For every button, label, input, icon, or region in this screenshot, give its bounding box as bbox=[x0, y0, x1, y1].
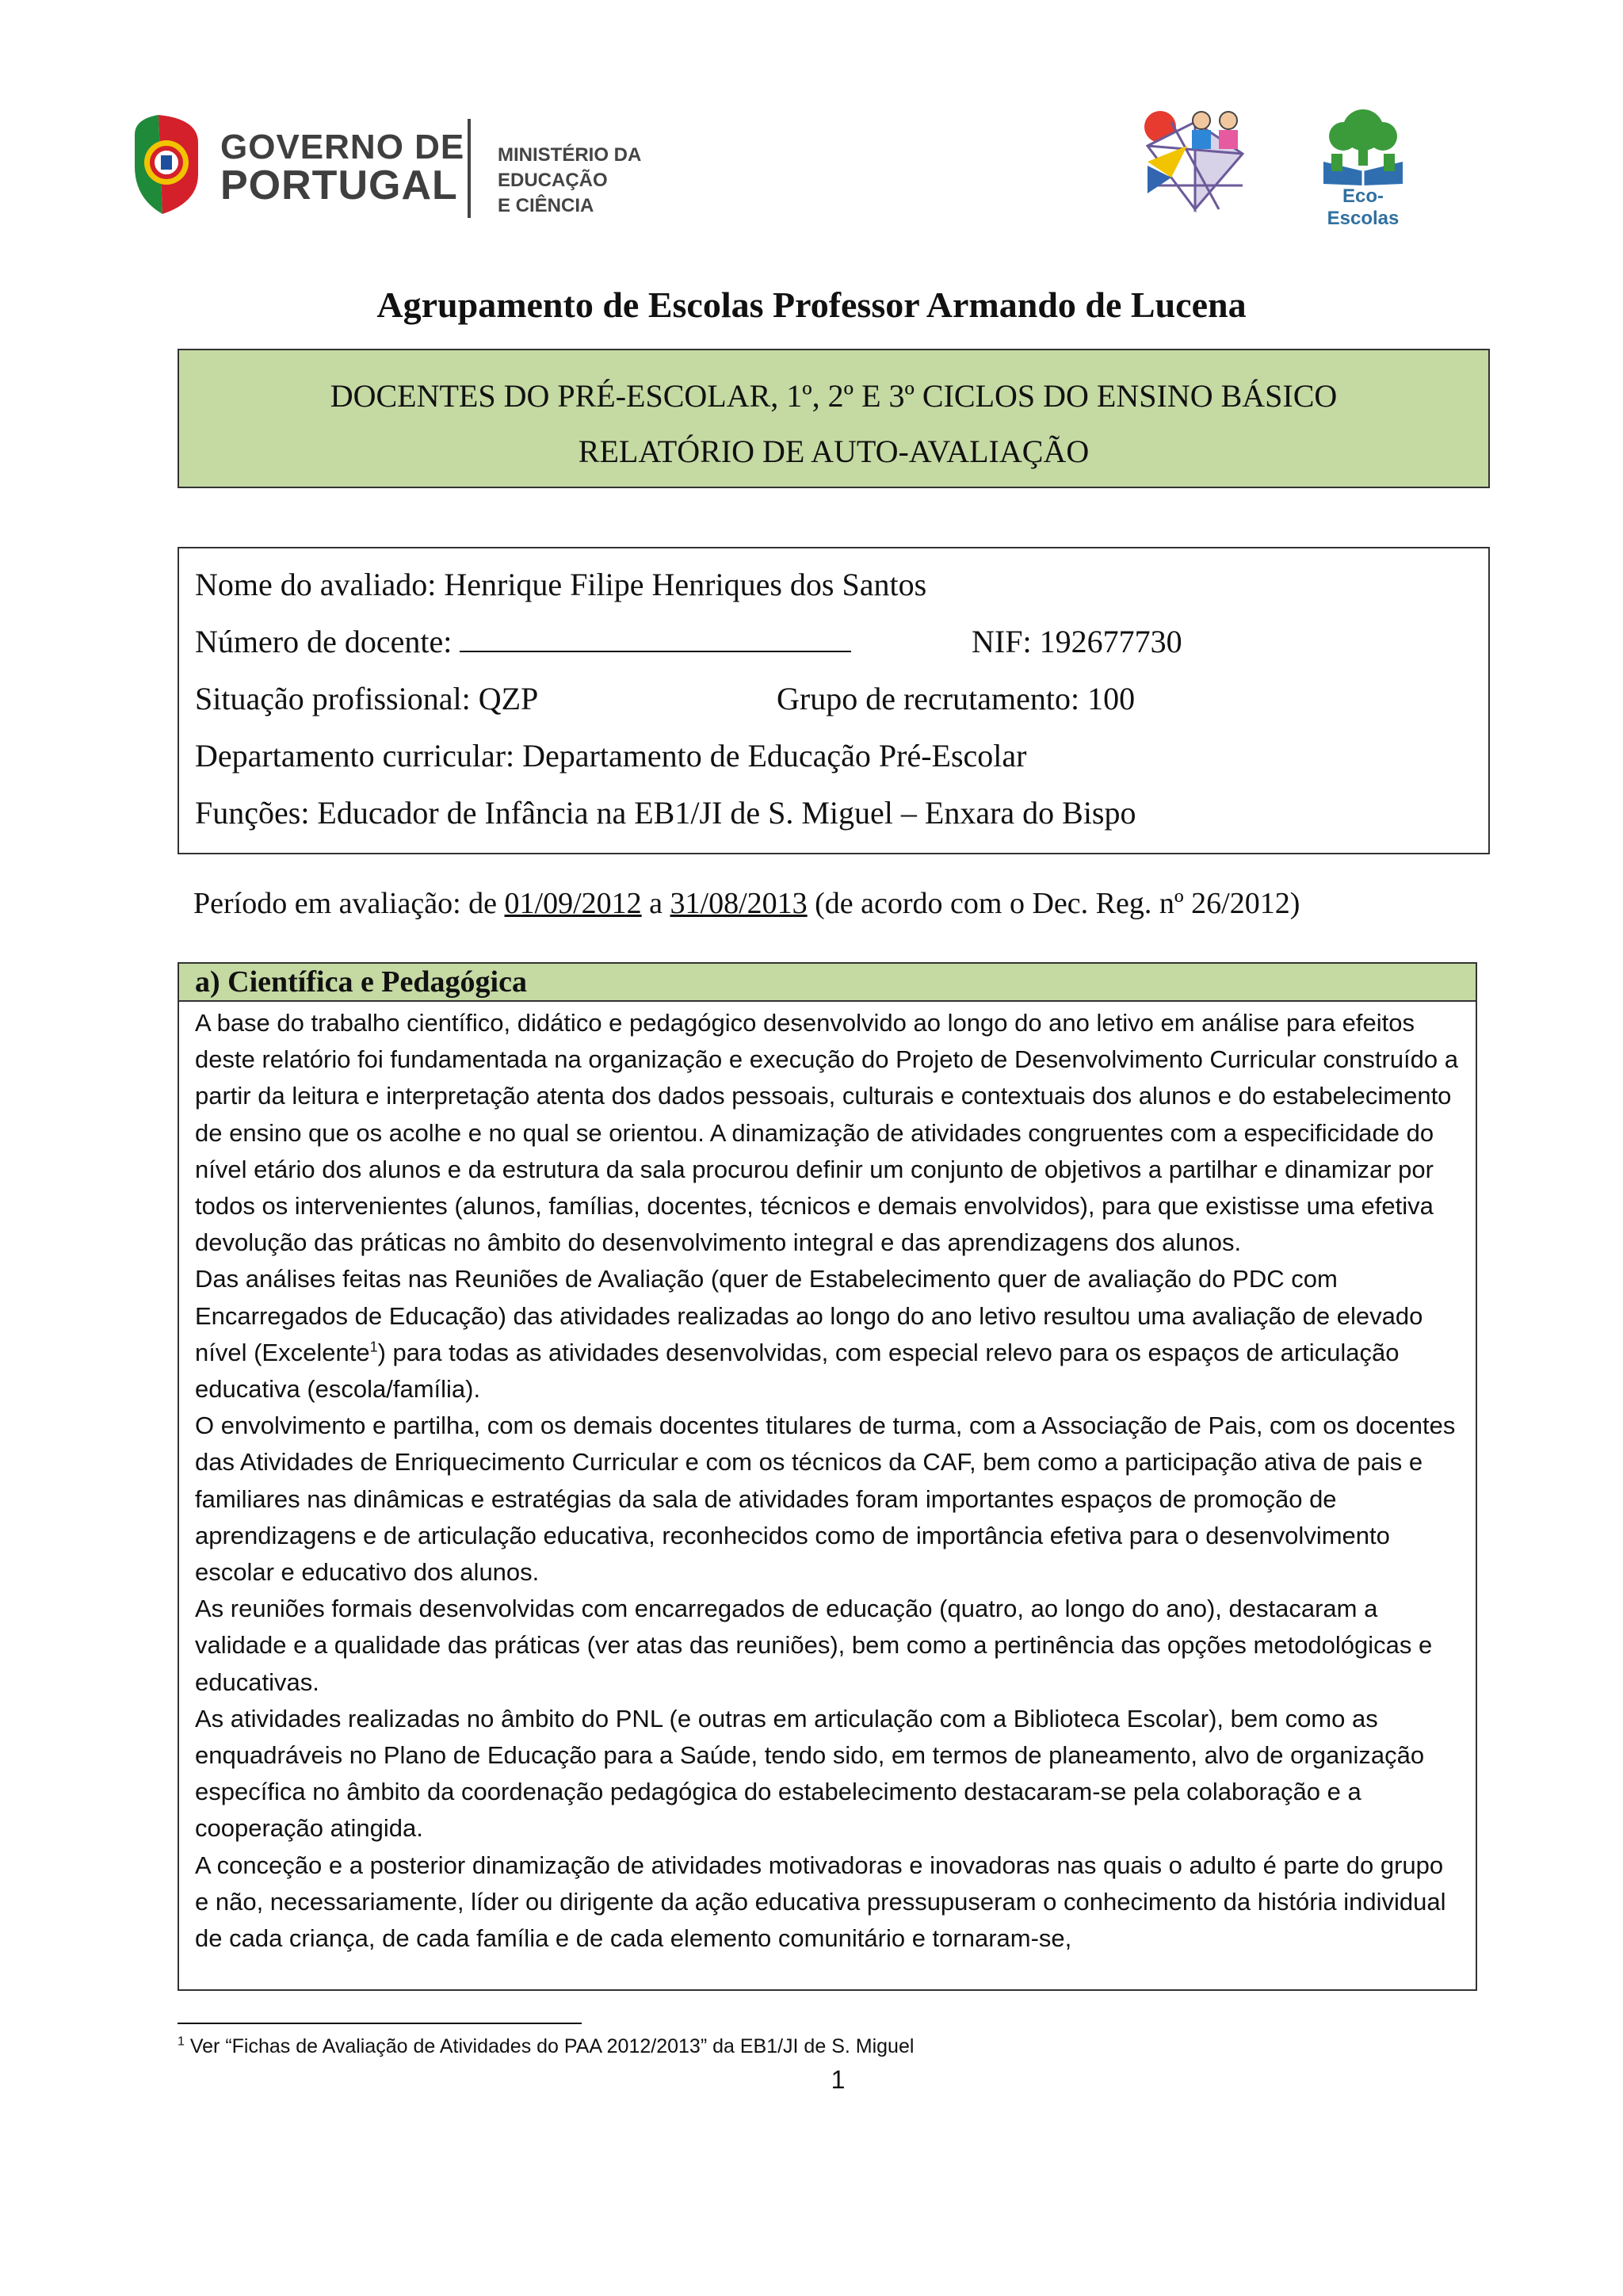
paragraph-2 bbox=[195, 1261, 1461, 1408]
paragraph-5: As atividades realizadas no âmbito do PNL (e outras em articulação com a Biblioteca Escolar), bem como as enquadráveis no Plano de Educação para a Saúde, tendo sido, em termos de planeamento, alvo de organização específica no âmbito da coordenação pedagógica do estabelecimento destacaram-se pela colaboração e a cooperação atingida. bbox=[195, 1704, 1425, 1843]
footnote bbox=[178, 2035, 914, 2058]
gov-line2: PORTUGAL bbox=[220, 162, 458, 208]
gov-line1: GOVERNO DE bbox=[220, 128, 465, 166]
nif: NIF: 192677730 bbox=[972, 624, 1182, 659]
report-banner bbox=[178, 349, 1490, 488]
paragraph-6: A conceção e a posterior dinamização de atividades motivadoras e inovadoras nas quais o adulto é parte do grupo e não, necessariamente, líder ou dirigente da ação educativa pressupuseram o conhecimento da história individual de cada criança, de cada família e de cada elemento comunitário e tornaram-se, bbox=[195, 1851, 1446, 1953]
evaluation-period bbox=[193, 886, 1300, 921]
footnote-marker: 1 bbox=[178, 2034, 185, 2049]
teacher-number-blank bbox=[460, 624, 851, 652]
period-suffix: (de acordo com o Dec. Reg. nº 26/2012) bbox=[815, 887, 1300, 920]
portugal-emblem-icon bbox=[127, 111, 206, 222]
banner-line1: DOCENTES DO PRÉ-ESCOLAR, 1º, 2º E 3º CICLOS DO ENSINO BÁSICO bbox=[330, 378, 1338, 414]
page-number: 1 bbox=[831, 2065, 846, 2094]
eco-escolas-label: Eco-Escolas bbox=[1327, 185, 1400, 229]
school-title: Agrupamento de Escolas Professor Armando de Lucena bbox=[376, 285, 1247, 325]
name-label: Nome do avaliado: bbox=[195, 567, 437, 602]
period-middle: a bbox=[649, 887, 663, 920]
section-scientific-pedagogical bbox=[178, 962, 1477, 1991]
tree-book-icon bbox=[1308, 106, 1419, 185]
school-logo-icon bbox=[1140, 106, 1251, 217]
paragraph-4: As reuniões formais desenvolvidas com encarregados de educação (quatro, ao longo do ano), destacaram a validade e a qualidade das práticas (ver atas das reuniões), bem como a pertinência das opções metodológicas e educativas. bbox=[195, 1595, 1433, 1696]
section-body bbox=[179, 1002, 1476, 1957]
period-end: 31/08/2013 bbox=[670, 887, 808, 920]
paragraph-1: A base do trabalho científico, didático e pedagógico desenvolvido ao longo do ano letivo em análise para efeitos deste relatório foi fundamentada na organização e execução do Projeto de Desenvolvimento Curricular construído a partir da leitura e interpretação atenta dos dados pessoais, culturais e contextuais dos alunos e do estabelecimento de ensino que os acolhe e no qual se orientou. A dinamização de atividades congruentes com a especificidade do nível etário dos alunos e da estrutura da sala procurou definir um conjunto de objetivos a partilhar e dinamizar por todos os intervenientes (alunos, famílias, docentes, técnicos e demais envolvidos), para que existisse uma efetiva devolução das práticas no âmbito do desenvolvimento integral e das aprendizagens dos alunos. bbox=[195, 1009, 1459, 1257]
period-start: 01/09/2012 bbox=[504, 887, 642, 920]
footnote-text: Ver “Fichas de Avaliação de Atividades do PAA 2012/2013” da EB1/JI de S. Miguel bbox=[184, 2035, 915, 2057]
footnote-separator bbox=[178, 2023, 582, 2024]
professional-situation: Situação profissional: QZP bbox=[195, 681, 539, 716]
section-heading: a) Científica e Pedagógica bbox=[179, 964, 1476, 1002]
teacher-number-row bbox=[195, 623, 851, 660]
name-value: Henrique Filipe Henriques dos Santos bbox=[444, 567, 927, 602]
name-row bbox=[195, 566, 926, 603]
eco-escolas-logo bbox=[1308, 106, 1419, 229]
period-prefix: Período em avaliação: de bbox=[193, 887, 498, 920]
ministry-line2: E CIÊNCIA bbox=[498, 195, 594, 216]
evaluatee-info-box bbox=[178, 547, 1490, 854]
ministry-line1: MINISTÉRIO DA EDUCAÇÃO bbox=[498, 144, 641, 191]
paragraph-2-text-end: ) para todas as atividades desenvolvidas, com especial relevo para os espaços de articulação educativa (escola/família). bbox=[195, 1338, 1400, 1404]
recruitment-group: Grupo de recrutamento: 100 bbox=[777, 681, 1136, 716]
paragraph-2-text: Das análises feitas nas Reuniões de Avaliação (quer de Estabelecimento quer de avaliação do PDC com Encarregados de Educação) das atividades realizadas ao longo do ano letivo resultou uma avaliação de elevado nível (Excelente bbox=[195, 1265, 1423, 1366]
curricular-department: Departamento curricular: Departamento de Educação Pré-Escolar bbox=[195, 738, 1027, 774]
banner-line2: RELATÓRIO DE AUTO-AVALIAÇÃO bbox=[578, 434, 1090, 469]
government-logo bbox=[127, 111, 745, 222]
footnote-ref[interactable]: 1 bbox=[369, 1339, 378, 1355]
paragraph-3: O envolvimento e partilha, com os demais docentes titulares de turma, com a Associação de Pais, com os docentes das Atividades de Enriquecimento Curricular e com os técnicos da CAF, bem como a participação ativa de pais e familiares nas dinâmicas e estratégias da sala de atividades foram importantes espaços de promoção de aprendizagens e de articulação educativa, reconhecidos como de importância efetiva para o desenvolvimento escolar e educativo dos alunos. bbox=[195, 1412, 1456, 1587]
functions: Funções: Educador de Infância na EB1/JI de S. Miguel – Enxara do Bispo bbox=[195, 795, 1136, 831]
logo-divider bbox=[468, 119, 471, 218]
teacher-number-label: Número de docente: bbox=[195, 624, 453, 659]
